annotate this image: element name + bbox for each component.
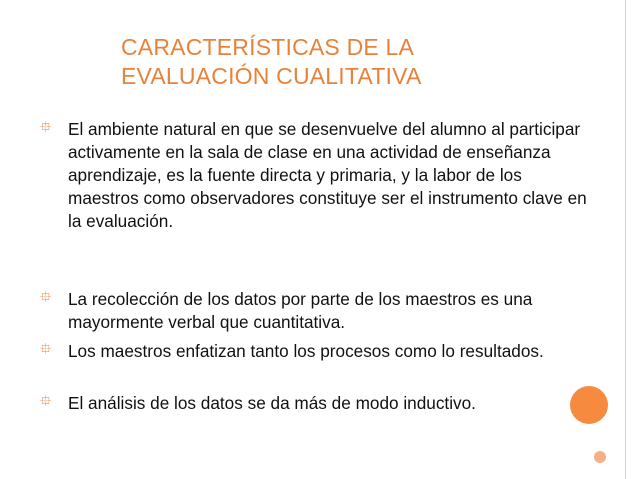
decorative-large-circle	[570, 386, 608, 424]
bullet-text-1: El ambiente natural en que se desenvuelve del alumno al participar activamente en la sala de clase en una actividad de enseñanza aprendizaje, es la fuente directa y primaria, y la labor de los maestros como observadores constituye ser el instrumento clave en la evaluación.	[68, 119, 587, 231]
dotted-square-bullet-icon: ⯐	[40, 340, 52, 358]
bullet-text-2: La recolección de los datos por parte de los maestros es una mayormente verbal que cuantitativa.	[68, 289, 533, 332]
slide-title-line-2: EVALUACIÓN CUALITATIVA	[121, 63, 422, 89]
slide-title-line-1: CARACTERÍSTICAS DE LA	[121, 34, 415, 60]
bullet-text-3: Los maestros enfatizan tanto los procesos como lo resultados.	[68, 341, 544, 361]
dotted-square-bullet-icon: ⯐	[40, 392, 52, 410]
decorative-small-circle	[594, 451, 606, 463]
dotted-square-bullet-icon: ⯐	[40, 288, 52, 306]
bullet-text-4: El análisis de los datos se da más de modo inductivo.	[68, 393, 476, 413]
dotted-square-bullet-icon: ⯐	[40, 118, 52, 136]
